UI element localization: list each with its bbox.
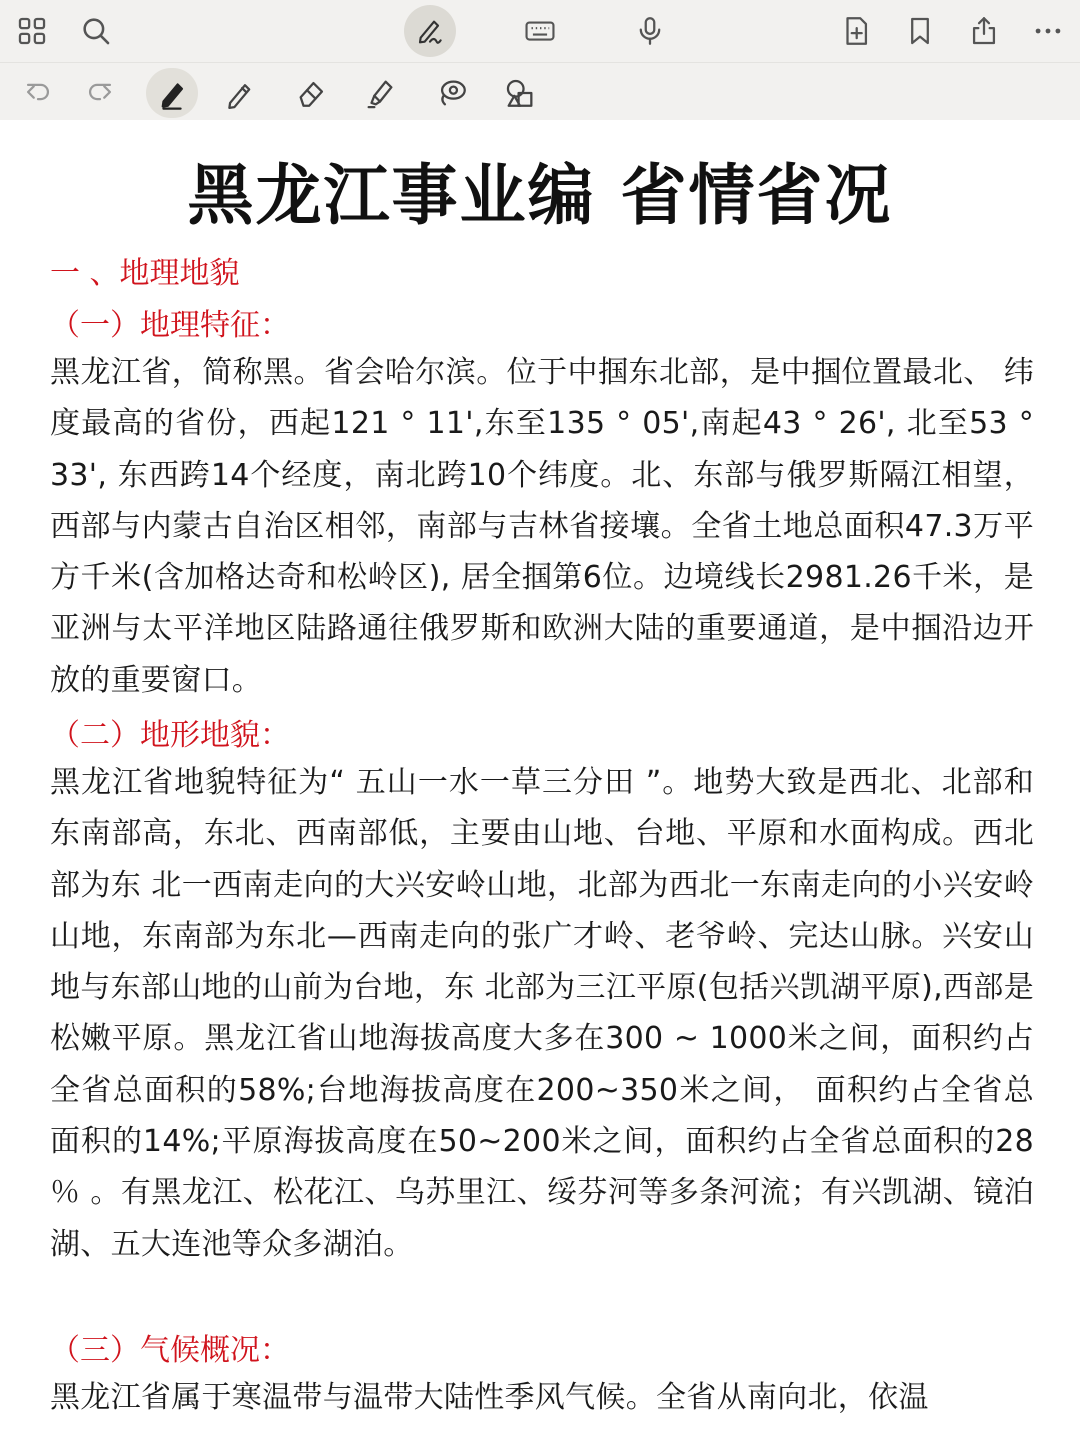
section-heading-geography: 一 、地理地貌 [50,256,240,291]
bookmark-icon[interactable] [896,7,944,55]
undo-icon[interactable] [14,68,62,116]
paragraph-geographic-features: 黑龙江省，简称黑。省会哈尔滨。位于中掴东北部，是中掴位置最北、 纬度最高的省份，西起121 ° 11',东至135 ° 05',南起43 ° 26', 北至53 ° 33', 东西跨14个经度，南北跨10个纬度。北、东部与俄罗斯隔江相望，西部与内蒙古自治区相邻，南部与吉林省接壤。全省土地总面积47.3万平方千米(含加格达奇和松岭区), 居全掴第6位。边境线长2981.26千米，是亚洲与太平洋地区陆路通往俄罗斯和欧洲大陆的重要通道，是中掴沿边开放的重要窗口。 [50,355,1034,698]
keyboard-icon[interactable] [516,7,564,55]
eraser-icon[interactable] [288,69,336,117]
grid-icon[interactable] [8,7,56,55]
lasso-icon[interactable] [428,69,476,117]
shapes-icon[interactable] [496,69,544,117]
search-icon[interactable] [72,7,120,55]
fountain-pen-icon[interactable] [148,69,196,117]
microphone-icon[interactable] [626,7,674,55]
share-icon[interactable] [960,7,1008,55]
add-page-icon[interactable] [832,7,880,55]
top-app-bar [0,0,1080,62]
document-page [0,120,1080,1443]
paragraph-climate: 黑龙江省属于寒温带与温带大陆性季风气候。全省从南向北，依温 [50,1380,929,1415]
pencil-icon[interactable] [216,69,264,117]
subheading-geographic-features: （一）地理特征： [50,308,290,343]
pen-handwriting-icon[interactable] [404,5,456,57]
paragraph-terrain: 黑龙江省地貌特征为“ 五山一水一草三分田 ”。地势大致是西北、北部和东南部高，东北、西南部低，主要由山地、台地、平原和水面构成。西北部为东 北一西南走向的大兴安岭山地，北部为西北一东南走向的小兴安岭山地，东南部为东北—西南走向的张广才岭、老爷岭、完达山脉。兴安山地与东部山地的山前为台地，东 北部为三江平原(包括兴凯湖平原),西部是松嫩平原。黑龙江省山地海拔高度大多在300 ~ 1000米之间，面积约占全省总面积的58%;台地海拔高度在200~350米之间， 面积约占全省总面积的14%;平原海拔高度在50~200米之间，面积约占全省总面积的28 ％ 。有黑龙江、松花江、乌苏里江、绥芬河等多条河流；有兴凯湖、镜泊湖、五大连池等众多湖泊。 [50,765,1034,1262]
subheading-climate: （三）气候概况： [50,1333,290,1368]
more-icon[interactable] [1024,7,1072,55]
subheading-terrain: （二）地形地貌： [50,718,290,753]
redo-icon[interactable] [76,68,124,116]
highlighter-icon[interactable] [356,69,404,117]
page-title: 黑龙江事业编 省情省况 [187,157,893,234]
